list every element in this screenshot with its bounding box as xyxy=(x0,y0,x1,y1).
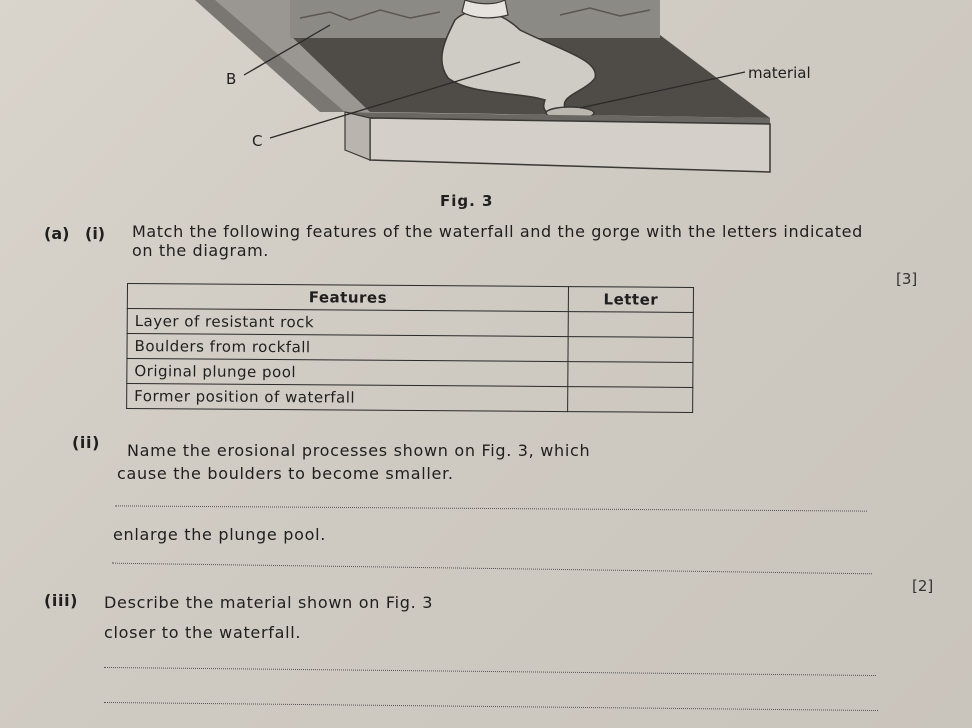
part-i-label: (i) xyxy=(85,224,106,243)
answer-line-ii-1[interactable] xyxy=(115,505,867,511)
part-ii-text: Name the erosional processes shown on Fig. 3, which xyxy=(127,441,591,460)
letter-answer-cell[interactable] xyxy=(568,387,693,413)
figure-label-b: B xyxy=(226,70,237,88)
part-ii-prompt-1: cause the boulders to become smaller. xyxy=(117,464,454,483)
letter-answer-cell[interactable] xyxy=(568,312,693,338)
table-row xyxy=(127,384,693,413)
part-iii-text: Describe the material shown on Fig. 3 xyxy=(104,593,434,612)
part-ii-prompt-2: enlarge the plunge pool. xyxy=(113,525,326,544)
feature-cell: Original plunge pool xyxy=(127,359,568,387)
question-a-label xyxy=(44,224,105,243)
features-table xyxy=(126,283,694,413)
feature-cell: Former position of waterfall xyxy=(127,384,568,412)
header-letter: Letter xyxy=(568,287,693,313)
figure-label-c: C xyxy=(252,132,263,150)
front-block-left xyxy=(345,112,370,160)
part-iii-label: (iii) xyxy=(44,591,79,610)
part-i-text: Match the following features of the waterfall and the gorge with the letters indicated on the diagram. xyxy=(132,222,863,260)
front-block-face xyxy=(370,118,770,172)
waterfall-gorge-diagram xyxy=(0,0,972,190)
feature-cell: Layer of resistant rock xyxy=(127,309,568,337)
answer-line-iii-2[interactable] xyxy=(104,702,878,711)
answer-line-ii-2[interactable] xyxy=(112,563,872,575)
figure-label-material: material xyxy=(748,64,811,82)
question-a-letter: (a) xyxy=(44,224,70,243)
figure-caption: Fig. 3 xyxy=(440,192,494,210)
header-features: Features xyxy=(127,284,568,312)
part-ii-label: (ii) xyxy=(72,433,100,452)
part-ii-marks: [2] xyxy=(912,577,934,595)
letter-answer-cell[interactable] xyxy=(568,337,693,363)
part-i-marks: [3] xyxy=(896,270,918,288)
feature-cell: Boulders from rockfall xyxy=(127,334,568,362)
answer-line-iii-1[interactable] xyxy=(104,667,876,676)
part-iii-prompt-1: closer to the waterfall. xyxy=(104,623,302,642)
letter-answer-cell[interactable] xyxy=(568,362,693,388)
